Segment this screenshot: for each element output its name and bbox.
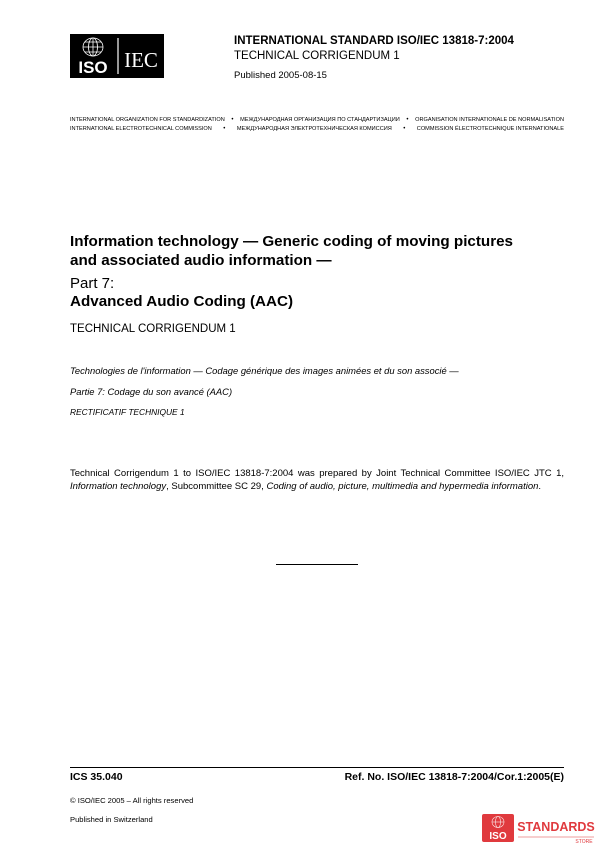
organization-line-2 (70, 126, 564, 132)
org-name: INTERNATIONAL ORGANIZATION FOR STANDARDIZATION (70, 117, 225, 123)
french-part-title: Partie 7: Codage du son avancé (AAC) (70, 386, 233, 397)
separator-bullet: • (231, 117, 234, 123)
reference-number: Ref. No. ISO/IEC 13818-7:2004/Cor.1:2005(E) (344, 771, 564, 783)
org-name: ORGANISATION INTERNATIONALE DE NORMALISATION (415, 117, 564, 123)
main-title (70, 232, 550, 270)
corrigendum-title: TECHNICAL CORRIGENDUM 1 (234, 50, 400, 62)
published-date: Published 2005-08-15 (234, 70, 327, 81)
body-italic-text: Information technology (70, 481, 167, 492)
ics-code: ICS 35.040 (70, 771, 123, 783)
org-name: МЕЖДУНАРОДНАЯ ОРГАНИЗАЦИЯ ПО СТАНДАРТИЗАЦИИ (240, 117, 400, 123)
organization-line-1 (70, 117, 564, 123)
badge-store-text: STORE (575, 839, 593, 845)
separator-bullet: • (223, 126, 226, 132)
body-text: Technical Corrigendum 1 to ISO/IEC 13818-7:2004 was prepared by Joint Technical Committee ISO/IEC JTC 1, (70, 468, 564, 479)
french-rectificatif: RECTIFICATIF TECHNIQUE 1 (70, 407, 185, 417)
separator-bullet: • (403, 126, 406, 132)
iso-standards-store-badge[interactable] (480, 812, 598, 846)
standard-title: INTERNATIONAL STANDARD ISO/IEC 13818-7:2004 (234, 35, 514, 47)
iso-logo-text: ISO (78, 58, 108, 77)
separator-bullet: • (406, 117, 409, 123)
main-title-line: Information technology — Generic coding of moving pictures (70, 233, 514, 250)
published-in: Published in Switzerland (70, 815, 153, 824)
org-name: COMMISSION ÉLECTROTECHNIQUE INTERNATIONALE (416, 126, 564, 132)
iec-logo-text: IEC (124, 48, 158, 72)
body-italic-text: Coding of audio, picture, multimedia and hypermedia information (266, 481, 539, 492)
main-title-line: and associated audio information — (70, 252, 332, 269)
iso-globe-icon (83, 38, 103, 56)
badge-iso-text: ISO (489, 831, 507, 842)
org-name: МЕЖДУНАРОДНАЯ ЭЛЕКТРОТЕХНИЧЕСКАЯ КОМИССИЯ (236, 126, 392, 132)
body-paragraph (70, 467, 564, 493)
body-text: . (538, 481, 542, 492)
body-text: , Subcommittee SC 29, (166, 481, 267, 492)
center-divider (276, 564, 358, 565)
part-title: Advanced Audio Coding (AAC) (70, 293, 294, 310)
french-title: Technologies de l'information — Codage générique des images animées et du son associé — (70, 365, 459, 376)
part-label: Part 7: (70, 275, 115, 292)
badge-standards-text: STANDARDS (517, 820, 595, 834)
footer-divider (70, 767, 564, 768)
copyright-notice: © ISO/IEC 2005 – All rights reserved (70, 796, 194, 805)
org-name: INTERNATIONAL ELECTROTECHNICAL COMMISSION (70, 126, 212, 132)
iso-iec-logo (70, 34, 164, 78)
corrigendum-heading: TECHNICAL CORRIGENDUM 1 (70, 323, 236, 335)
